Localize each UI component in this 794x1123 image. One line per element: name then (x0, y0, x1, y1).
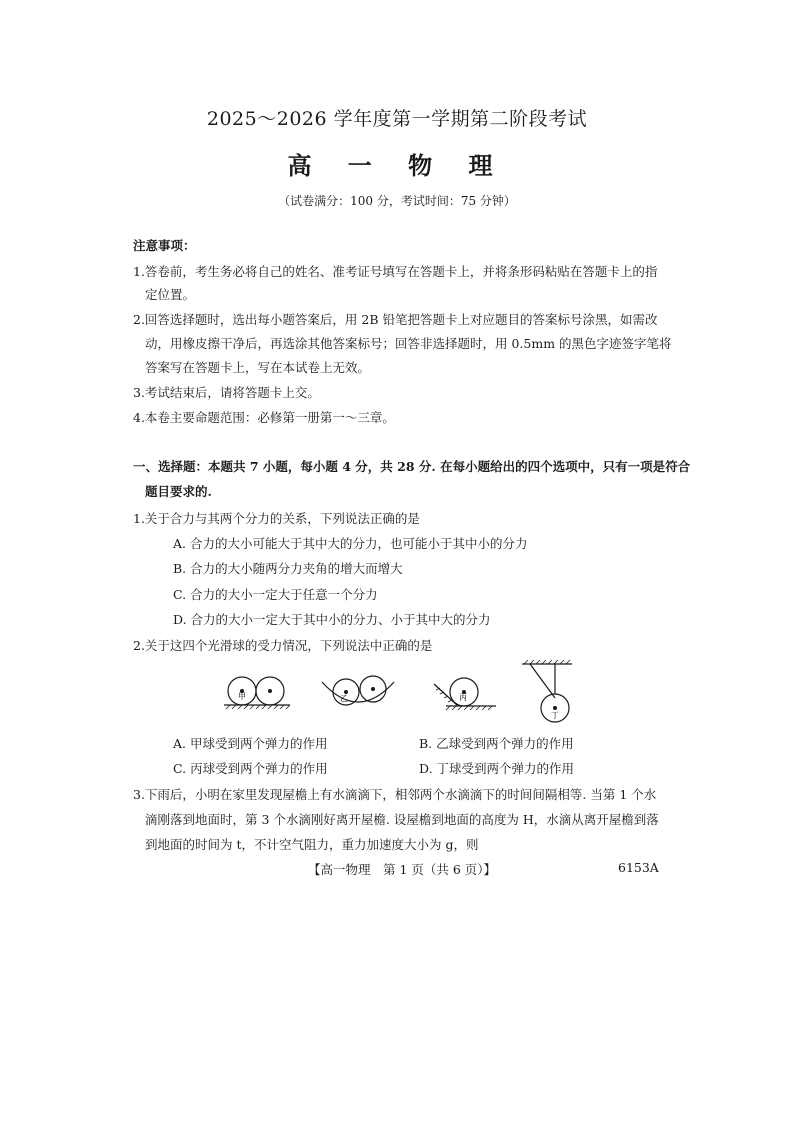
question-3-line: 3.下雨后，小明在家里发现屋檐上有水滴滴下，相邻两个水滴滴下的时间间隔相等. 当第 1 个水 (133, 787, 657, 802)
question-3-line: 到地面的时间为 t，不计空气阻力，重力加速度大小为 g，则 (145, 837, 479, 852)
notice-item: 4.本卷主要命题范围：必修第一册第一～三章。 (133, 410, 395, 425)
q1-option-a: A. 合力的大小可能大于其中大的分力，也可能小于其中小的分力 (173, 536, 528, 551)
q1-option-d: D. 合力的大小一定大于其中小的分力、小于其中大的分力 (173, 612, 491, 627)
question-1-stem: 1.关于合力与其两个分力的关系，下列说法正确的是 (133, 511, 420, 526)
notice-item: 定位置。 (145, 287, 196, 302)
exam-title: 2025～2026 学年度第一学期第二阶段考试 (206, 108, 588, 130)
question-2-stem: 2.关于这四个光滑球的受力情况，下列说法中正确的是 (133, 638, 433, 653)
notice-item: 1.答卷前，考生务必将自己的姓名、准考证号填写在答题卡上，并将条形码粘贴在答题卡上的指 (133, 264, 658, 279)
question-3-line: 滴刚落到地面时，第 3 个水滴刚好离开屋檐. 设屋檐到地面的高度为 H，水滴从离开屋檐到落 (145, 812, 659, 827)
q2-option-d: D. 丁球受到两个弹力的作用 (419, 761, 575, 776)
q2-option-a: A. 甲球受到两个弹力的作用 (173, 736, 328, 751)
notice-item: 动，用橡皮擦干净后，再选涂其他答案标号；回答非选择题时，用 0.5mm 的黑色字迹签字笔将 (145, 336, 672, 351)
q2-option-c: C. 丙球受到两个弹力的作用 (173, 761, 328, 776)
figure-yi (322, 676, 394, 705)
exam-code: 6153A (618, 860, 659, 875)
figure-ding (522, 660, 572, 722)
section-heading-cont: 题目要求的. (145, 484, 212, 499)
notice-heading: 注意事项： (133, 238, 196, 253)
figure-jia (224, 677, 290, 709)
figure-label-ding: 丁 (551, 711, 559, 720)
q1-option-c: C. 合力的大小一定大于任意一个分力 (173, 587, 378, 602)
figure-label-yi: 乙 (340, 694, 348, 703)
notice-item: 3.考试结束后，请将答题卡上交。 (133, 385, 320, 400)
figure-label-bing: 丙 (459, 693, 467, 702)
q2-option-b: B. 乙球受到两个弹力的作用 (419, 736, 574, 751)
figure-label-jia: 甲 (238, 692, 246, 701)
exam-info: （试卷满分：100 分，考试时间：75 分钟） (278, 194, 516, 208)
page-footer: 【高一物理 第 1 页（共 6 页）】 (308, 862, 497, 877)
q1-option-b: B. 合力的大小随两分力夹角的增大而增大 (173, 561, 403, 576)
notice-item: 答案写在答题卡上，写在本试卷上无效。 (145, 360, 371, 375)
section-heading: 一、选择题：本题共 7 小题，每小题 4 分，共 28 分. 在每小题给出的四个选项中，只有一项是符合 (133, 459, 691, 474)
notice-item: 2.回答选择题时，选出每小题答案后，用 2B 铅笔把答题卡上对应题目的答案标号涂黑，如需改 (133, 312, 658, 327)
subject-title: 高 一 物 理 (287, 151, 507, 180)
